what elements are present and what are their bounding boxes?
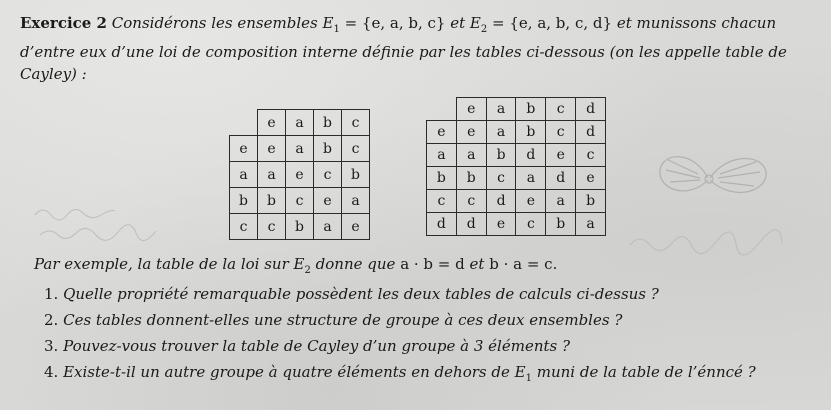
table-cell: a bbox=[342, 188, 370, 214]
table-cell: e bbox=[258, 136, 286, 162]
table-cell: c bbox=[427, 190, 457, 213]
table-cell: a bbox=[286, 136, 314, 162]
table-cell: b bbox=[576, 190, 606, 213]
question-item: 4. Existe-t-il un autre groupe à quatre éléments en dehors de $E_1$ muni de la table de l’énncé ? bbox=[44, 363, 756, 384]
table-cell: e bbox=[286, 162, 314, 188]
table-cell: c bbox=[342, 136, 370, 162]
header-cell: a bbox=[486, 98, 516, 121]
table-row bbox=[230, 162, 370, 188]
set-e1: $E_1 = \{e$, a, b, c} bbox=[322, 14, 446, 35]
table-cell: b bbox=[456, 167, 486, 190]
question-item: 2. Ces tables donnent-elles une structure de groupe à ces deux ensembles ? bbox=[44, 311, 623, 329]
intro-text-2: et munissons chacun d’entre eux d’une loi de composition interne définie par les tables ci-dessous (on les appelle table de Cayley) : bbox=[20, 14, 787, 83]
table-row bbox=[230, 136, 370, 162]
table-cell: c bbox=[576, 144, 606, 167]
table-header-row bbox=[427, 98, 606, 121]
header-cell: b bbox=[314, 110, 342, 136]
table-cell: c bbox=[230, 214, 258, 240]
table-cell: d bbox=[546, 167, 576, 190]
table-cell: a bbox=[486, 121, 516, 144]
set-e2: $E_2 = \{e$, a, b, c, d} bbox=[469, 14, 613, 35]
table-row bbox=[427, 213, 606, 236]
header-cell: c bbox=[546, 98, 576, 121]
exercise-intro bbox=[20, 12, 810, 85]
table-cell: d bbox=[427, 213, 457, 236]
table-cell: c bbox=[486, 167, 516, 190]
intro-text-1: Considérons les ensembles bbox=[111, 14, 318, 32]
table-cell: e bbox=[486, 213, 516, 236]
intro-and: et bbox=[450, 14, 466, 32]
table-row bbox=[427, 190, 606, 213]
table-cell: a bbox=[427, 144, 457, 167]
table-cell: d bbox=[576, 121, 606, 144]
table-cell: a bbox=[258, 162, 286, 188]
header-cell: b bbox=[516, 98, 546, 121]
table-cell: c bbox=[258, 214, 286, 240]
table-cell: b bbox=[546, 213, 576, 236]
set-e2-reference: $E_2$ bbox=[293, 255, 311, 276]
exercise-heading: Exercice 2 bbox=[20, 14, 107, 32]
table-cell: a bbox=[456, 144, 486, 167]
table-cell: a bbox=[230, 162, 258, 188]
table-cell: e bbox=[342, 214, 370, 240]
table-cell: e bbox=[516, 190, 546, 213]
question-item: 3. Pouvez-vous trouver la table de Cayley d’un groupe à 3 éléments ? bbox=[44, 337, 571, 355]
table-cell: b bbox=[230, 188, 258, 214]
table-cell: a bbox=[314, 214, 342, 240]
table-cell: e bbox=[427, 121, 457, 144]
set-e1-reference: $E_1$ bbox=[514, 363, 532, 384]
table-cell: c bbox=[516, 213, 546, 236]
table-cell: b bbox=[342, 162, 370, 188]
table-cell: c bbox=[456, 190, 486, 213]
table-cell: d bbox=[486, 190, 516, 213]
header-cell: a bbox=[286, 110, 314, 136]
table-row bbox=[230, 214, 370, 240]
table-cell: b bbox=[286, 214, 314, 240]
table-row bbox=[427, 121, 606, 144]
table-cell: d bbox=[516, 144, 546, 167]
header-cell: c bbox=[342, 110, 370, 136]
table-cell: b bbox=[486, 144, 516, 167]
table-cell: b bbox=[516, 121, 546, 144]
table-cell: c bbox=[546, 121, 576, 144]
table-row bbox=[427, 167, 606, 190]
cayley-table-e1 bbox=[229, 109, 370, 240]
table-cell: e bbox=[314, 188, 342, 214]
table-cell: c bbox=[314, 162, 342, 188]
bow-sketch-doodle bbox=[648, 140, 778, 215]
table-corner bbox=[427, 98, 457, 121]
table-cell: d bbox=[456, 213, 486, 236]
table-cell: b bbox=[427, 167, 457, 190]
table-cell: a bbox=[516, 167, 546, 190]
cayley-table-e2 bbox=[426, 97, 606, 236]
faint-handwriting-left bbox=[30, 195, 200, 250]
table-header-row bbox=[230, 110, 370, 136]
table-corner bbox=[230, 110, 258, 136]
table-cell: e bbox=[456, 121, 486, 144]
table-row bbox=[230, 188, 370, 214]
equation-ab: a · b = d bbox=[400, 255, 465, 273]
example-sentence: Par exemple, la table de la loi sur $E_2$ donne que a · b = d et b · a = c. bbox=[34, 255, 558, 276]
table-cell: a bbox=[576, 213, 606, 236]
table-cell: b bbox=[258, 188, 286, 214]
question-item: 1. Quelle propriété remarquable possèdent les deux tables de calculs ci-dessus ? bbox=[44, 285, 659, 303]
table-cell: b bbox=[314, 136, 342, 162]
equation-ba: b · a = c. bbox=[489, 255, 558, 273]
table-cell: e bbox=[230, 136, 258, 162]
table-cell: c bbox=[286, 188, 314, 214]
header-cell: e bbox=[258, 110, 286, 136]
table-cell: e bbox=[576, 167, 606, 190]
header-cell: e bbox=[456, 98, 486, 121]
table-row bbox=[427, 144, 606, 167]
table-cell: e bbox=[546, 144, 576, 167]
header-cell: d bbox=[576, 98, 606, 121]
question-list bbox=[44, 281, 756, 385]
table-cell: a bbox=[546, 190, 576, 213]
